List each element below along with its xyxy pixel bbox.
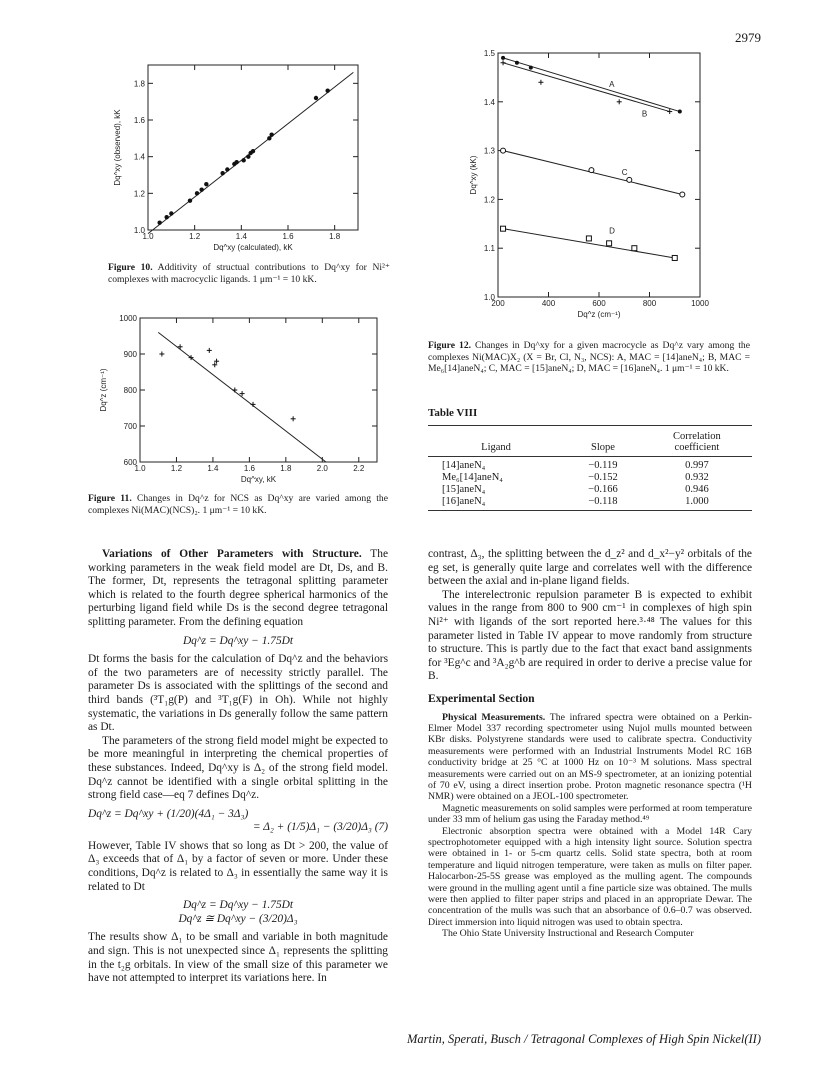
x-tick-label: 1.6 xyxy=(243,464,255,473)
table-cell-correlation: 1.000 xyxy=(685,496,709,507)
figure-10-label: Figure 10. xyxy=(108,262,153,273)
data-point xyxy=(157,220,161,224)
table-row xyxy=(428,496,752,508)
table-cell-slope: −0.118 xyxy=(588,496,618,507)
table-cell-correlation: 0.932 xyxy=(685,472,709,483)
y-tick-label: 700 xyxy=(123,422,137,431)
y-tick-label: 900 xyxy=(123,350,137,359)
y-axis-label: Dq^z (cm⁻¹) xyxy=(99,368,108,412)
table-row xyxy=(428,472,752,484)
figure-11-chart xyxy=(95,312,385,492)
left-paragraph-1: The working parameters in the weak field model are Dt, Ds, and B. The former, Dt, represents the tetragonal splitting parameter which is related to the fourth degree spherical harmonics of the perturbing ligand field while Ds is the second degree tetragonal splitting parameter. From the defining equation xyxy=(88,548,388,628)
x-tick-label: 1.2 xyxy=(170,464,183,473)
x-tick-label: 1.8 xyxy=(280,464,292,473)
series-label: A xyxy=(609,80,615,90)
table-8-header-correlation xyxy=(642,430,752,457)
series-line xyxy=(503,226,675,258)
page-number: 2979 xyxy=(735,30,761,45)
y-tick-label: 1.3 xyxy=(483,146,495,156)
table-cell-correlation: 0.997 xyxy=(685,460,709,471)
y-tick-label: 1.1 xyxy=(483,244,495,254)
y-tick-label: 600 xyxy=(123,458,137,467)
x-tick-label: 2.0 xyxy=(316,464,328,473)
figure-11-label: Figure 11. xyxy=(88,493,132,504)
equation-3b: Dq^z ≅ Dq^xy − (3/20)Δ₃ xyxy=(178,912,298,925)
table-8-title: Table VIII xyxy=(428,407,478,419)
experimental-paragraph-2: Magnetic measurements on solid samples were performed at room temperature under 33 mm of helium gas using the Faraday method.⁴⁹ xyxy=(428,802,752,826)
x-tick-label: 600 xyxy=(592,299,606,308)
figure-11-caption xyxy=(88,493,388,516)
x-tick-label: 800 xyxy=(642,299,657,308)
data-point-square xyxy=(501,226,506,231)
fit-line xyxy=(158,332,326,462)
left-paragraph-4: However, Table IV shows that so long as Dt > 200, the value of Δ₃ exceeds that of Δ₁ by a factor of seven or more. Under these conditions, Dq^z is related to Δ₃ in essentially the same way it is related to Dt xyxy=(88,839,388,893)
y-tick-label: 1.4 xyxy=(483,97,495,107)
series-line xyxy=(503,58,680,112)
series-label: D xyxy=(609,226,615,236)
table-cell-slope: −0.152 xyxy=(588,472,618,483)
table-8-header-ligand: Ligand xyxy=(481,442,511,453)
x-tick-label: 1.2 xyxy=(189,232,201,241)
right-column xyxy=(428,548,752,940)
data-point xyxy=(325,88,329,92)
data-point xyxy=(234,160,238,164)
table-cell-ligand: [16]aneN₄ xyxy=(442,496,486,507)
left-column xyxy=(88,548,388,986)
data-point xyxy=(188,198,192,202)
data-point-square xyxy=(632,246,637,251)
figure-12-caption-text: Changes in Dq^xy for a given macrocycle as Dq^z vary among the complexes Ni(MAC)X₂ (X = Br, Cl, N₃, NCS): A, MAC = [14]aneN₄; B, MAC = Me₆[14]aneN₄; C, MAC = [15]aneN₄; D, MAC = [16]aneN₄. 1 μm⁻¹ = 10 kK. xyxy=(428,340,750,374)
data-point xyxy=(225,167,229,171)
table-cell-slope: −0.166 xyxy=(588,484,618,495)
y-tick-label: 1000 xyxy=(119,314,137,323)
plot-frame xyxy=(498,53,700,297)
table-cell-ligand: Me₆[14]aneN₄ xyxy=(442,472,503,483)
x-tick-label: 1.0 xyxy=(142,232,154,241)
figure-12-caption xyxy=(428,340,750,375)
x-tick-label: 1000 xyxy=(691,299,709,308)
data-point xyxy=(501,56,505,60)
equation-3a: Dq^z = Dq^xy − 1.75Dt xyxy=(182,899,294,912)
data-point-open xyxy=(589,168,594,173)
x-tick-label: 200 xyxy=(491,299,505,308)
table-row xyxy=(428,457,752,473)
section-heading-experimental: Experimental Section xyxy=(428,691,535,705)
subsection-physical-measurements: Physical Measurements. xyxy=(442,711,546,723)
data-point-open xyxy=(501,148,506,153)
data-point xyxy=(204,182,208,186)
y-axis-label: Dq^xy (observed), kK xyxy=(113,109,122,186)
data-point xyxy=(314,96,318,100)
left-paragraph-5: The results show Δ₁ to be small and variable in both magnitude and sign. This is not unexpected since Δ₁ represents the splitting in the t₂g orbitals. In view of the small size of this parameter we have not attempted to interpret its variations here. In xyxy=(88,931,388,985)
experimental-paragraph-4: The Ohio State University Instructional and Research Computer xyxy=(442,928,694,940)
data-point xyxy=(267,136,271,140)
table-row xyxy=(428,484,752,496)
experimental-paragraph-1: The infrared spectra were obtained on a Perkin-Elmer Model 337 recording spectrometer using Nujol mulls mounted between KBr disks. Polystyrene standards were used to calibrate spectra. Conductivity measurements were performed with an Industrial Instruments Model RC 16B conductivity bridge at 25 °C at 1000 Hz on 10⁻³ M solutions. Mass spectral measurements were carried out on an MS-9 spectrometer, at an ionizing potential of 70 eV, using a direct insertion probe. Proton magnetic resonance spectra (¹H NMR) were obtained on a JEOL-100 spectrometer. xyxy=(428,711,752,803)
data-point xyxy=(678,110,682,114)
plot-frame xyxy=(140,318,377,462)
x-tick-label: 1.4 xyxy=(235,232,247,241)
data-point xyxy=(164,215,168,219)
section-heading-variations: Variations of Other Parameters with Structure. xyxy=(102,548,362,560)
series-line xyxy=(503,63,670,112)
y-axis-label: Dq^xy (kK) xyxy=(469,155,478,195)
right-paragraph-1: contrast, Δ₃, the splitting between the d_z² and d_x²−y² orbitals of the eg set, is generally quite large and correlates well with the difference between the axial and in-plane ligand fields. xyxy=(428,548,752,588)
data-point xyxy=(199,187,203,191)
x-tick-label: 1.6 xyxy=(282,232,294,241)
data-point xyxy=(220,171,224,175)
y-tick-label: 1.2 xyxy=(483,195,495,205)
data-point-square xyxy=(672,255,677,260)
figure-12-chart xyxy=(468,45,718,330)
data-point xyxy=(251,149,255,153)
equation-7b: = Δ₂ + (1/5)Δ₁ − (3/20)Δ₃ (7) xyxy=(252,821,388,834)
y-tick-label: 1.2 xyxy=(133,189,145,199)
series-label: B xyxy=(641,109,648,119)
table-8-header-correlation-text: Correlation coefficient xyxy=(672,431,721,453)
x-tick-label: 1.4 xyxy=(207,464,219,473)
data-point xyxy=(529,66,533,70)
y-tick-label: 1.8 xyxy=(133,79,145,89)
figure-10-caption xyxy=(108,262,390,285)
table-cell-slope: −0.119 xyxy=(588,460,618,471)
figure-11-caption-text: Changes in Dq^z for NCS as Dq^xy are varied among the complexes Ni(MAC)(NCS)₂. 1 μm⁻¹ = 10 kK. xyxy=(88,493,388,516)
table-cell-correlation: 0.946 xyxy=(685,484,709,495)
figure-10-caption-text: Additivity of structual contributions to Dq^xy for Ni²⁺ complexes with macrocyclic ligands. 1 μm⁻¹ = 10 kK. xyxy=(108,262,390,285)
data-point xyxy=(169,211,173,215)
x-axis-label: Dq^xy (calculated), kK xyxy=(213,243,293,252)
table-8 xyxy=(428,407,752,511)
data-point xyxy=(195,191,199,195)
data-point xyxy=(241,158,245,162)
data-point-square xyxy=(607,241,612,246)
left-paragraph-3: The parameters of the strong field model might be expected to be more meaningful in interpreting the chemical properties of these substances. Indeed, Dq^xy is Δ₂ of the strong field model. Dq^z cannot be identified with a single orbital splitting in the strong field case—eq 7 defines Dq^z. xyxy=(88,734,388,802)
x-axis-label: Dq^xy, kK xyxy=(240,475,277,484)
x-tick-label: 2.2 xyxy=(353,464,365,473)
y-tick-label: 1.5 xyxy=(483,49,495,58)
table-8-header-slope: Slope xyxy=(590,442,615,453)
y-tick-label: 1.4 xyxy=(133,152,145,162)
data-point xyxy=(246,154,250,158)
data-point xyxy=(269,132,273,136)
x-axis-label: Dq^z (cm⁻¹) xyxy=(577,310,621,319)
table-cell-ligand: [15]aneN₄ xyxy=(442,484,486,495)
table-cell-ligand: [14]aneN₄ xyxy=(442,460,486,471)
data-point-square xyxy=(586,236,591,241)
figure-12 xyxy=(468,45,718,330)
y-tick-label: 1.6 xyxy=(133,116,145,125)
data-point-open xyxy=(627,177,632,182)
figure-11 xyxy=(95,312,385,492)
equation-1: Dq^z = Dq^xy − 1.75Dt xyxy=(182,634,294,647)
y-tick-label: 1.0 xyxy=(133,226,145,235)
experimental-paragraph-3: Electronic absorption spectra were obtained with a Model 14R Cary spectrophotometer equipped with a high intensity light source. Solution spectra were obtained in 1- or 5-cm quartz cells. Solid state spectra, both at room temperature and liquid nitrogen temperature, were taken as mulls on filter paper. Halocarbon-25-5S grease was employed as the mulling agent. The compounds were ground in the mulling agent until a fine particle size was obtained. The mulls were then applied to filter paper strips and placed in an appropriate Dewar. The concentration of the mulls was such that an absorbance of 0.6–0.7 was observed. Direct immersion into liquid nitrogen was used to obtain spectra. xyxy=(428,825,752,928)
table-8-grid xyxy=(428,430,752,508)
left-paragraph-2: Dt forms the basis for the calculation of Dq^z and the behaviors of the two parameters are of necessity strictly parallel. The parameter Ds is associated with the splittings of the second and third bands (³T₁g(P) and ³T₁g(F) in Oh). While not highly systematic, the variations in Ds generally follow the same pattern as Dt. xyxy=(88,653,388,734)
figure-10 xyxy=(108,55,368,255)
experimental-text xyxy=(428,712,752,940)
data-point-open xyxy=(680,192,685,197)
figure-12-label: Figure 12. xyxy=(428,340,472,351)
page-footer: Martin, Sperati, Busch / Tetragonal Complexes of High Spin Nickel(II) xyxy=(406,1032,761,1046)
y-tick-label: 800 xyxy=(123,386,137,395)
data-point xyxy=(515,61,519,65)
x-tick-label: 400 xyxy=(541,299,556,308)
series-label: C xyxy=(621,168,628,177)
x-tick-label: 1.0 xyxy=(134,464,146,473)
equation-7a: Dq^z = Dq^xy + (1/20)(4Δ₁ − 3Δ₃) xyxy=(88,807,249,820)
figure-10-chart xyxy=(108,55,368,255)
right-paragraph-2: The interelectronic repulsion parameter B is expected to exhibit values in the range from 800 to 900 cm⁻¹ in complexes of high spin Ni²⁺ with ligands of the sort reported here.³·⁴⁸ The values for this parameter listed in Table IV appear to move randomly from structure to structure. This is partly due to the fact that exact band assignments for ³Eg^c and ³A₂g^b are required in order to derive a precise value for B. xyxy=(428,588,752,683)
y-tick-label: 1.0 xyxy=(483,293,495,302)
x-tick-label: 1.8 xyxy=(329,232,341,241)
